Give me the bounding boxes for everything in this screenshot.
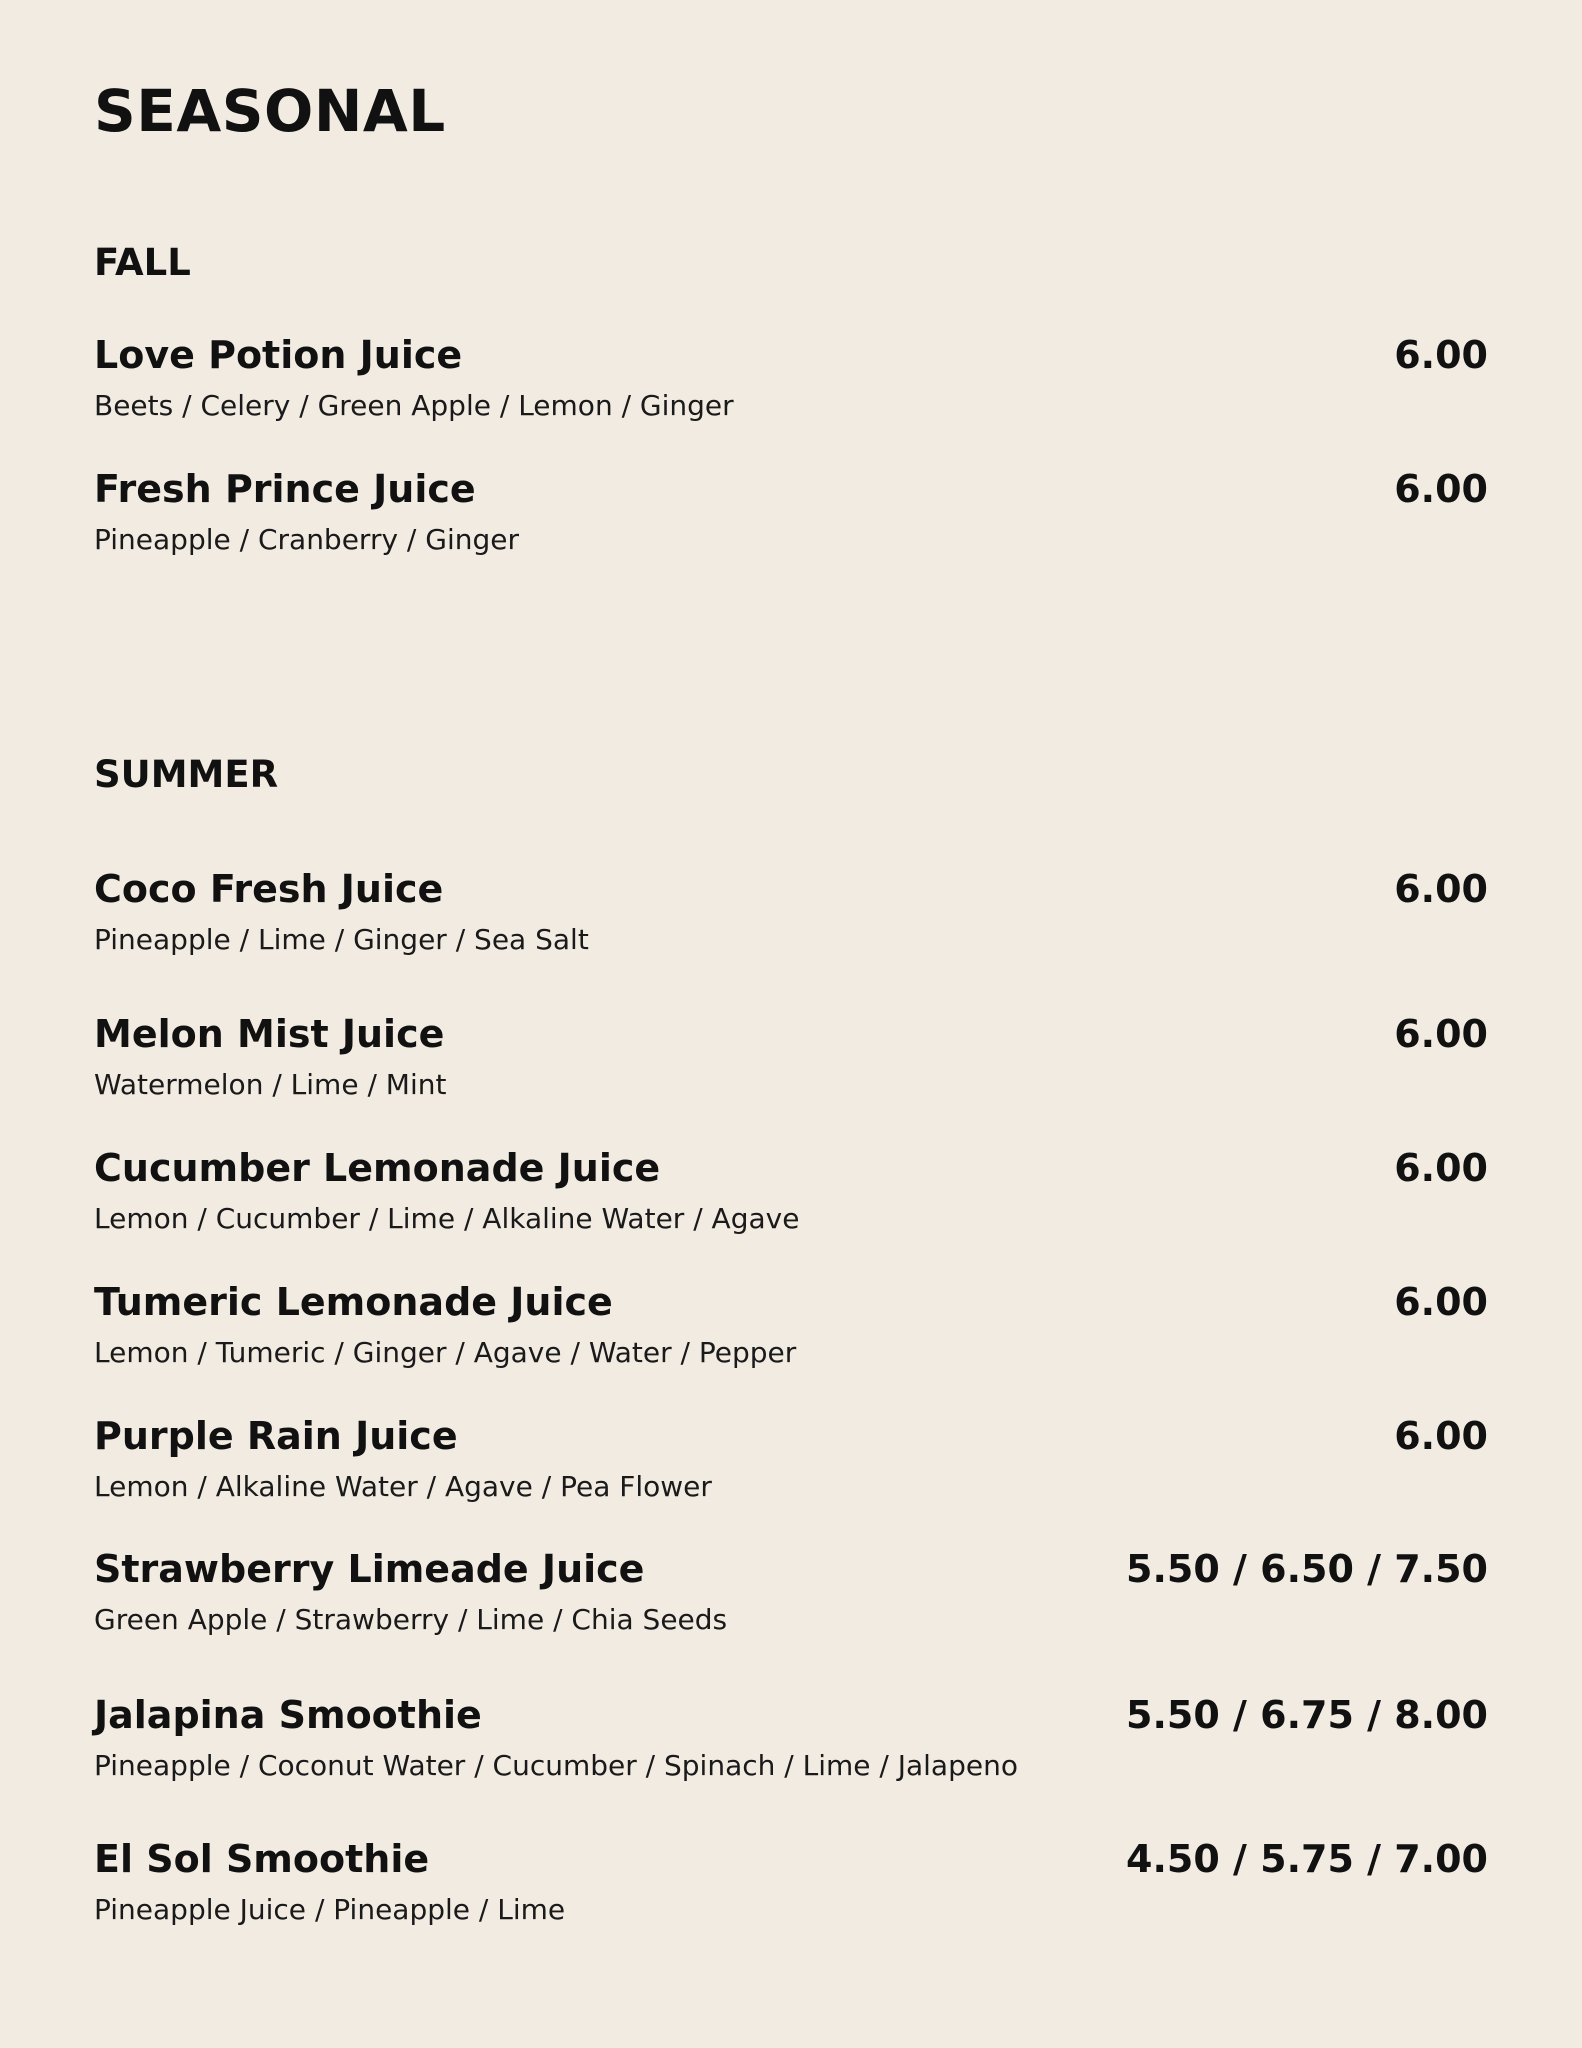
- item-description: Beets / Celery / Green Apple / Lemon / Ginger: [94, 389, 734, 422]
- item-name: Jalapina Smoothie: [94, 1693, 482, 1737]
- item-name: Tumeric Lemonade Juice: [94, 1280, 613, 1324]
- item-price: 4.50 / 5.75 / 7.00: [1126, 1837, 1488, 1881]
- menu-item-coco-fresh-juice: [94, 867, 1488, 956]
- item-description: Green Apple / Strawberry / Lime / Chia Seeds: [94, 1603, 728, 1636]
- section-heading-summer: SUMMER: [94, 753, 279, 796]
- item-description: Pineapple / Cranberry / Ginger: [94, 523, 520, 556]
- menu-item-jalapina-smoothie: [94, 1693, 1488, 1782]
- menu-item-el-sol-smoothie: [94, 1837, 1488, 1926]
- item-description: Lemon / Cucumber / Lime / Alkaline Water / Agave: [94, 1202, 800, 1235]
- item-name: Melon Mist Juice: [94, 1012, 445, 1056]
- item-description: Pineapple Juice / Pineapple / Lime: [94, 1893, 566, 1926]
- menu-item-purple-rain-juice: [94, 1414, 1488, 1503]
- section-heading-fall: FALL: [94, 241, 191, 284]
- page-title: SEASONAL: [94, 77, 446, 145]
- item-description: Lemon / Alkaline Water / Agave / Pea Flower: [94, 1470, 712, 1503]
- menu-item-tumeric-lemonade-juice: [94, 1280, 1488, 1369]
- item-price: 5.50 / 6.50 / 7.50: [1126, 1547, 1488, 1591]
- item-description: Pineapple / Coconut Water / Cucumber / Spinach / Lime / Jalapeno: [94, 1749, 1018, 1782]
- item-name: Coco Fresh Juice: [94, 867, 444, 911]
- item-name: Purple Rain Juice: [94, 1414, 458, 1458]
- item-price: 6.00: [1394, 1012, 1488, 1056]
- menu-item-fresh-prince-juice: [94, 467, 1488, 556]
- item-price: 6.00: [1394, 867, 1488, 911]
- item-description: Lemon / Tumeric / Ginger / Agave / Water / Pepper: [94, 1336, 797, 1369]
- item-name: Love Potion Juice: [94, 333, 463, 377]
- item-price: 6.00: [1394, 333, 1488, 377]
- item-price: 6.00: [1394, 1414, 1488, 1458]
- item-name: Strawberry Limeade Juice: [94, 1547, 645, 1591]
- item-price: 5.50 / 6.75 / 8.00: [1126, 1693, 1488, 1737]
- item-price: 6.00: [1394, 1146, 1488, 1190]
- item-price: 6.00: [1394, 1280, 1488, 1324]
- item-description: Pineapple / Lime / Ginger / Sea Salt: [94, 923, 589, 956]
- item-name: Cucumber Lemonade Juice: [94, 1146, 661, 1190]
- menu-item-cucumber-lemonade-juice: [94, 1146, 1488, 1235]
- item-name: El Sol Smoothie: [94, 1837, 430, 1881]
- menu-item-strawberry-limeade-juice: [94, 1547, 1488, 1636]
- menu-item-melon-mist-juice: [94, 1012, 1488, 1101]
- item-price: 6.00: [1394, 467, 1488, 511]
- item-description: Watermelon / Lime / Mint: [94, 1068, 447, 1101]
- item-name: Fresh Prince Juice: [94, 467, 476, 511]
- menu-item-love-potion-juice: [94, 333, 1488, 422]
